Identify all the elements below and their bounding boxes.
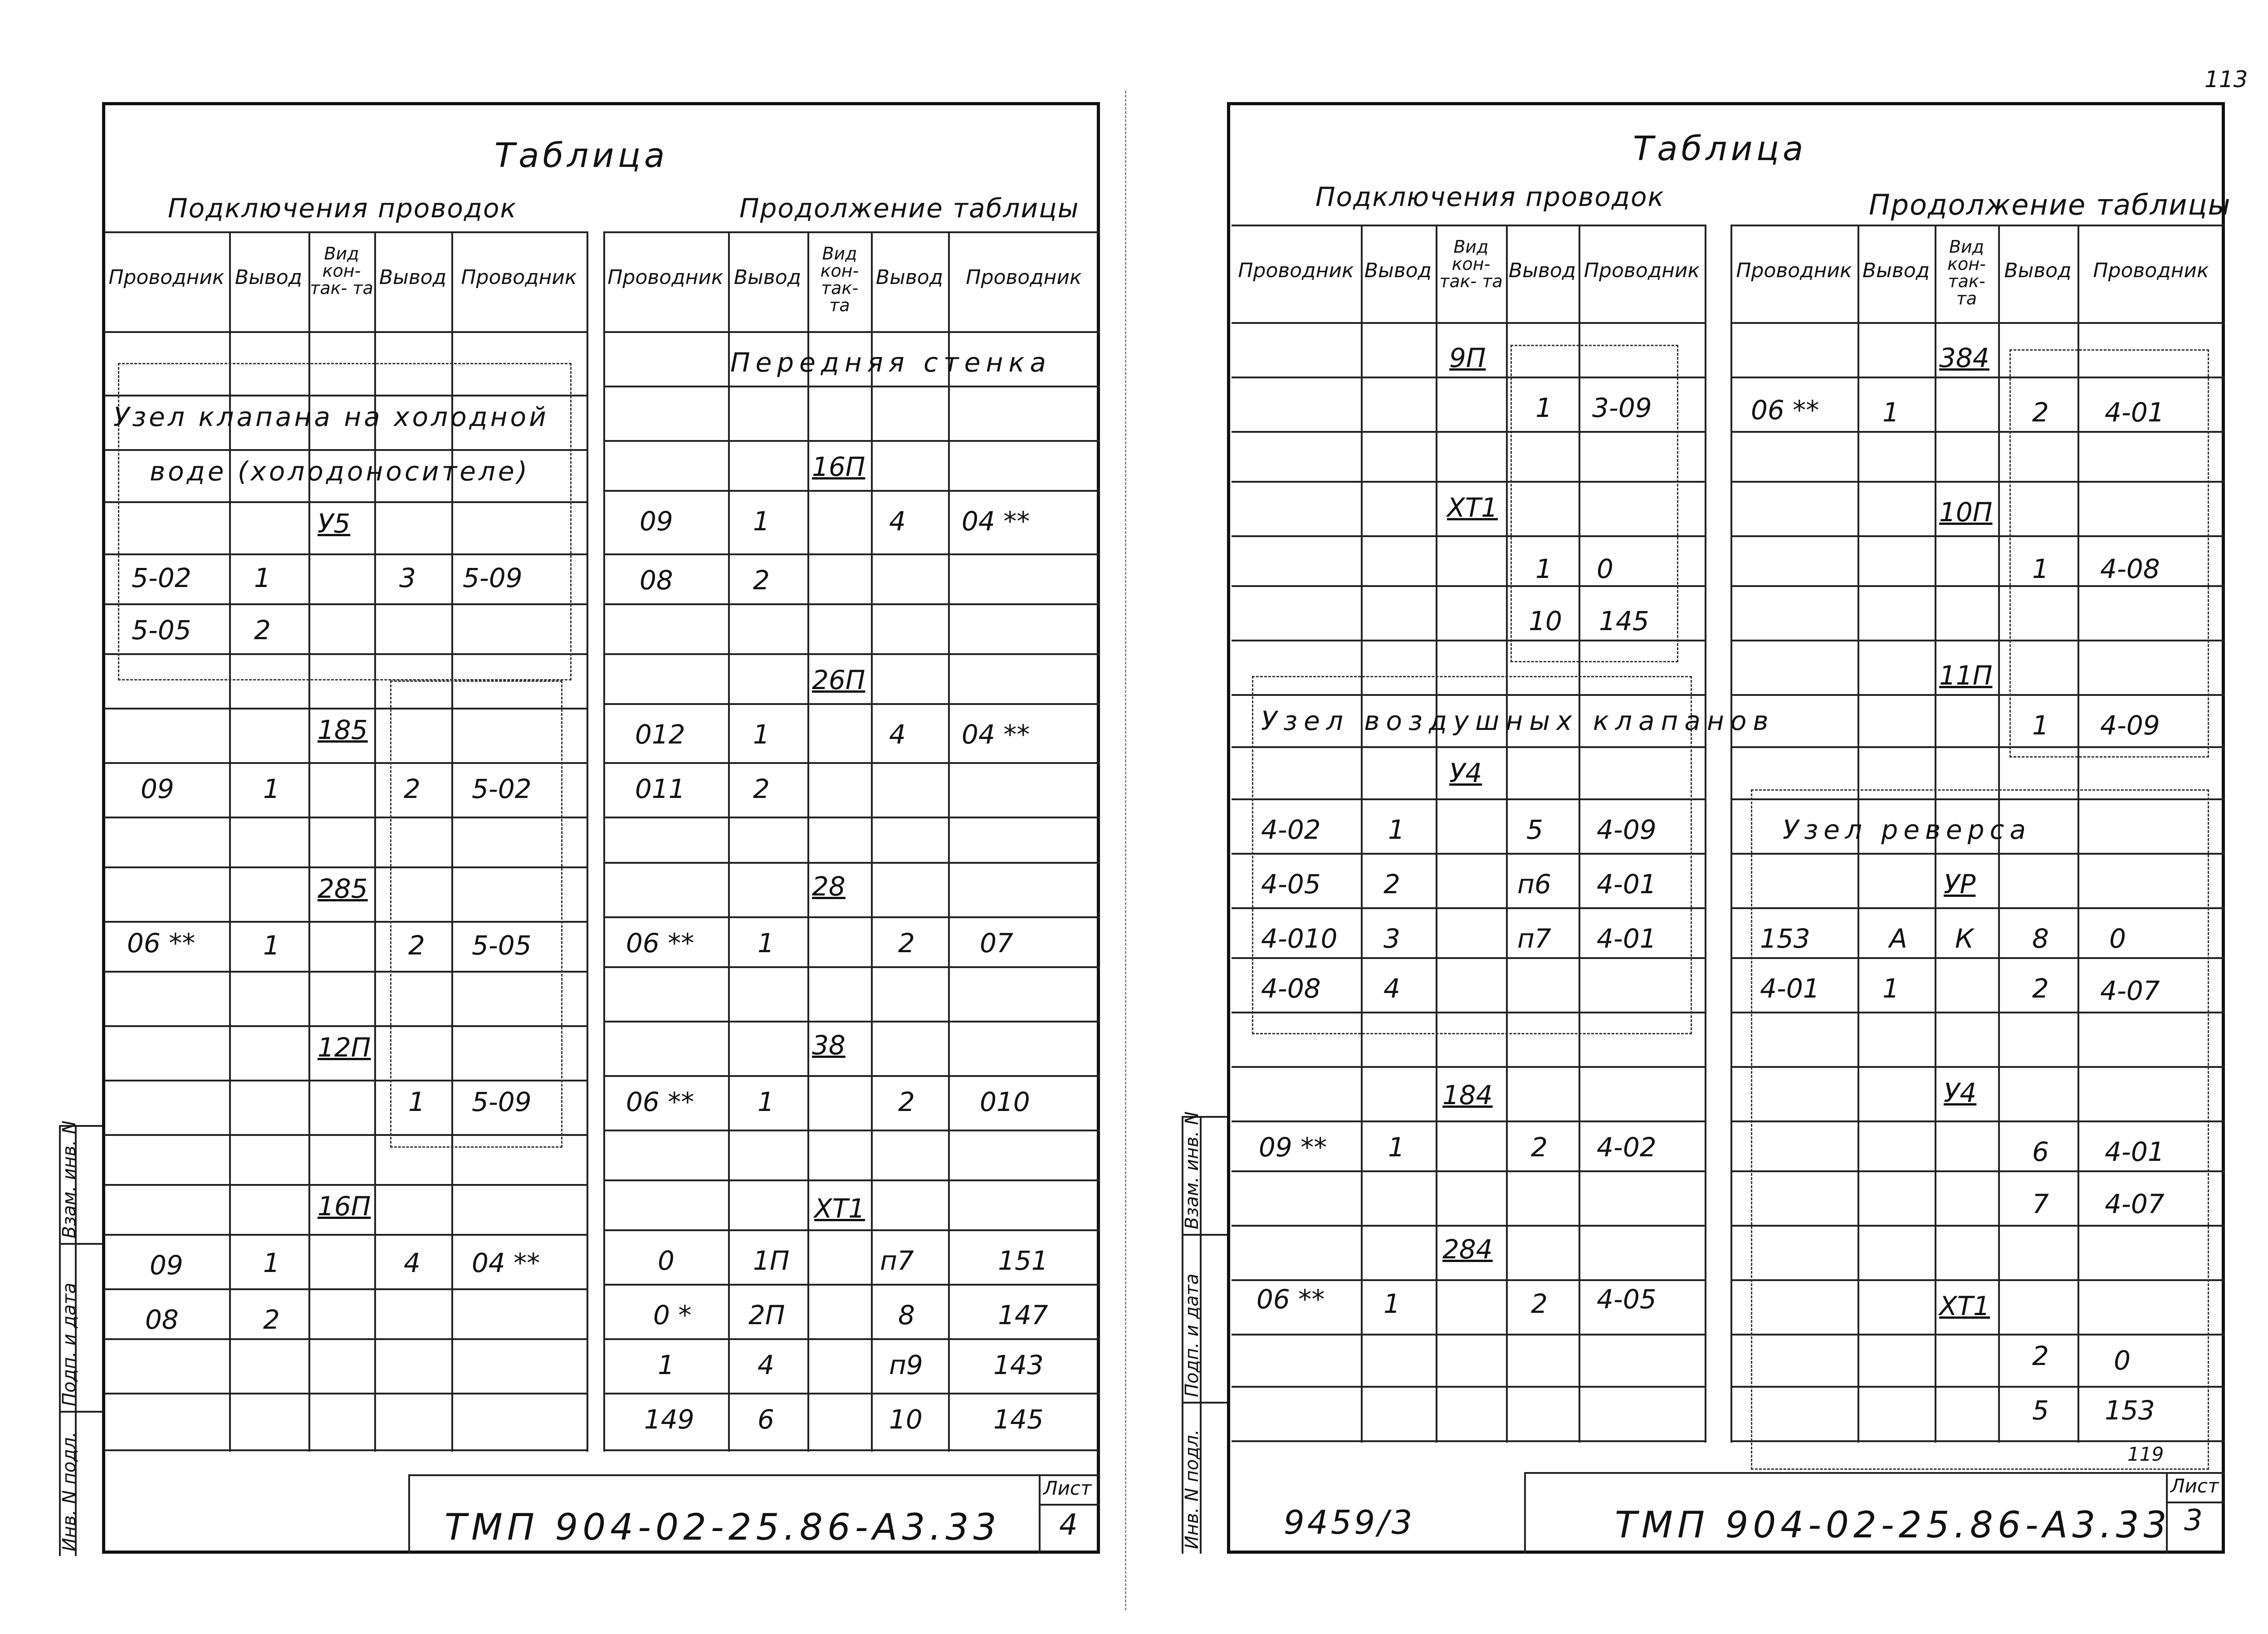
side-label: Взам. инв. N xyxy=(1182,1111,1202,1229)
table-cell: 1 xyxy=(408,1086,425,1117)
right-title: Таблица xyxy=(1633,129,1807,168)
table-cell: 4-05 xyxy=(1261,869,1321,900)
side-label: Инв. N подл. xyxy=(1182,1429,1202,1549)
table-cell: 5 xyxy=(1526,814,1543,845)
table-cell: 2 xyxy=(408,930,425,961)
col-header: Проводник xyxy=(1238,259,1354,282)
page-mark: 119 xyxy=(2127,1443,2164,1465)
table-cell: 4-01 xyxy=(1760,973,1820,1004)
table-cell: 5-02 xyxy=(132,563,191,593)
col-header: Проводник xyxy=(1584,259,1700,282)
table-cell: 04 ** xyxy=(472,1248,540,1278)
table-cell: 1П xyxy=(753,1245,790,1276)
table-cell: 12П xyxy=(318,1032,371,1063)
table-cell: 2 xyxy=(1531,1132,1548,1163)
col-header: Проводник xyxy=(108,266,225,289)
sheet-number: 4 xyxy=(1059,1508,1078,1542)
table-cell: 2 xyxy=(1531,1288,1548,1319)
table-cell: 4 xyxy=(889,719,906,750)
table-cell: 2 xyxy=(753,773,770,804)
table-cell: 4-08 xyxy=(1261,973,1321,1004)
table-cell: 153 xyxy=(2105,1395,2155,1426)
table-cell: 0 * xyxy=(653,1300,692,1331)
table-cell: 4-01 xyxy=(2105,397,2165,428)
table-cell: 8 xyxy=(2032,923,2049,954)
table-cell: 8 xyxy=(898,1300,915,1331)
side-label: Взам. инв. N xyxy=(59,1120,80,1238)
table-cell: 5-09 xyxy=(472,1086,532,1117)
col-header: Вид кон- так- та xyxy=(1947,237,1986,308)
col-header: Вывод xyxy=(1862,259,1930,282)
sheet-label: Лист xyxy=(1043,1477,1092,1499)
table-cell: 5-05 xyxy=(132,615,191,646)
document-code: ТМП 904-02-25.86-А3.33 xyxy=(1615,1504,2171,1546)
table-cell: 147 xyxy=(998,1300,1048,1331)
table-cell: 6 xyxy=(758,1404,774,1435)
col-header: Проводник xyxy=(966,266,1082,289)
table-cell: 1 xyxy=(758,1086,774,1117)
sheet-label: Лист xyxy=(2170,1475,2219,1497)
table-cell: 012 xyxy=(635,719,685,750)
table-cell: 26П xyxy=(812,665,865,695)
table-cell: УР xyxy=(1944,869,1976,900)
table-cell: ХТ1 xyxy=(1939,1291,1990,1321)
table-cell: 1 xyxy=(658,1350,675,1380)
col-header: Проводник xyxy=(461,266,577,289)
table-cell: п9 xyxy=(889,1350,923,1380)
table-cell: 2 xyxy=(263,1304,280,1335)
corner-mark: 113 xyxy=(2204,66,2248,93)
table-cell: ХТ1 xyxy=(814,1193,865,1224)
side-label: Подп. и дата xyxy=(1182,1273,1202,1397)
table-cell: 08 xyxy=(145,1304,179,1335)
table-cell: 04 ** xyxy=(962,506,1030,537)
table-cell: 1 xyxy=(1383,1288,1400,1319)
table-cell: 08 xyxy=(640,565,673,596)
table-cell: 2П xyxy=(748,1300,785,1331)
table-cell: 0 xyxy=(1597,553,1613,584)
table-cell: 3 xyxy=(399,563,416,593)
table-cell: 3-09 xyxy=(1592,392,1652,423)
table-cell: 1 xyxy=(254,563,271,593)
table-cell: 4-07 xyxy=(2100,975,2160,1006)
col-header: Вывод xyxy=(733,266,802,289)
col-header: Проводник xyxy=(1736,259,1852,282)
table-cell: К xyxy=(1955,923,1974,954)
table-cell: 1 xyxy=(263,773,280,804)
table-cell: 0 xyxy=(2114,1345,2131,1376)
table-cell: 10П xyxy=(1939,497,1993,528)
table-cell: 1 xyxy=(1882,973,1899,1004)
table-cell: 143 xyxy=(993,1350,1044,1380)
table-cell: 1 xyxy=(753,506,770,537)
table-cell: 06 ** xyxy=(626,1086,694,1117)
table-cell: 1 xyxy=(1388,814,1405,845)
table-cell: 4-010 xyxy=(1261,923,1338,954)
table-cell: 09 ** xyxy=(1259,1132,1327,1163)
table-cell: 384 xyxy=(1939,342,1989,373)
table-cell: 4-07 xyxy=(2105,1189,2165,1219)
table-cell: 1 xyxy=(753,719,770,750)
col-header: Вывод xyxy=(235,266,303,289)
table-cell: 7 xyxy=(2032,1189,2049,1219)
table-cell: 09 xyxy=(141,773,174,804)
table-cell: 16П xyxy=(318,1191,371,1222)
table-cell: 285 xyxy=(318,873,368,904)
table-cell: 4-01 xyxy=(2105,1136,2165,1167)
table-cell: 5 xyxy=(2032,1395,2049,1426)
table-cell: 10 xyxy=(1529,606,1562,636)
table-cell: 2 xyxy=(404,773,420,804)
col-header: Вывод xyxy=(875,266,943,289)
table-cell: 6 xyxy=(2032,1136,2049,1167)
table-cell: У4 xyxy=(1944,1077,1977,1108)
table-cell: п7 xyxy=(1517,923,1551,954)
right-subtitle-continued: Продолжение таблицы xyxy=(1869,188,2231,221)
table-cell: 1 xyxy=(2032,553,2049,584)
table-cell: п6 xyxy=(1517,869,1551,900)
table-cell: 06 ** xyxy=(1751,395,1819,426)
table-cell: 4-02 xyxy=(1597,1132,1657,1163)
table-cell: 5-02 xyxy=(472,773,532,804)
table-cell: 185 xyxy=(318,714,368,745)
table-cell: 07 xyxy=(980,928,1013,959)
table-cell: 06 ** xyxy=(127,928,196,959)
table-cell: 06 ** xyxy=(1256,1284,1325,1315)
table-cell: воде (холодоносителе) xyxy=(150,456,530,487)
table-cell: 16П xyxy=(812,451,865,482)
left-title: Таблица xyxy=(494,136,669,175)
table-cell: 4-02 xyxy=(1261,814,1321,845)
table-cell: ХТ1 xyxy=(1447,492,1498,523)
inventory-number: 9459/3 xyxy=(1284,1503,1415,1541)
table-cell: Передняя стенка xyxy=(730,347,1051,378)
left-sheet-frame xyxy=(102,102,1100,1554)
col-header: Проводник xyxy=(2093,259,2209,282)
table-cell: 4 xyxy=(889,506,906,537)
table-cell: 1 xyxy=(1535,553,1552,584)
col-header: Вывод xyxy=(379,266,447,289)
table-cell: 11П xyxy=(1939,660,1993,691)
table-cell: У5 xyxy=(318,508,351,539)
table-cell: 0 xyxy=(2109,923,2126,954)
table-cell: Узел воздушных клапанов xyxy=(1261,705,1775,736)
col-header: Вид кон- так- та xyxy=(1439,237,1503,291)
table-cell: 1 xyxy=(758,928,774,959)
table-cell: 145 xyxy=(1599,606,1649,636)
table-cell: 1 xyxy=(263,1248,280,1278)
table-cell: 1 xyxy=(263,930,280,961)
table-cell: п7 xyxy=(880,1245,914,1276)
table-cell: 4 xyxy=(758,1350,774,1380)
table-cell: 4-09 xyxy=(1597,814,1657,845)
table-cell: Узел клапана на холодной xyxy=(113,401,549,432)
left-subtitle-continued: Продолжение таблицы xyxy=(739,193,1080,224)
table-cell: 4-01 xyxy=(1597,923,1657,954)
table-cell: У4 xyxy=(1449,758,1482,788)
table-cell: 5-09 xyxy=(463,563,523,593)
table-cell: 10 xyxy=(889,1404,923,1435)
table-cell: 4-09 xyxy=(2100,710,2160,741)
table-cell: А xyxy=(1889,923,1907,954)
table-cell: 4-01 xyxy=(1597,869,1657,900)
document-code: ТМП 904-02-25.86-А3.33 xyxy=(445,1506,1001,1548)
right-subtitle: Подключения проводок xyxy=(1315,181,1665,212)
table-cell: 2 xyxy=(898,1086,915,1117)
table-cell: 011 xyxy=(635,773,685,804)
side-label: Инв. N подл. xyxy=(59,1431,80,1551)
table-cell: 2 xyxy=(2032,397,2049,428)
table-cell: 0 xyxy=(658,1245,675,1276)
col-header: Вид кон- так- та xyxy=(310,244,373,298)
table-cell: 3 xyxy=(1383,923,1400,954)
col-header: Вывод xyxy=(2004,259,2072,282)
table-cell: 4 xyxy=(1383,973,1400,1004)
table-cell: 1 xyxy=(1535,392,1552,423)
table-cell: 2 xyxy=(2032,973,2049,1004)
table-cell: 4 xyxy=(404,1248,420,1278)
table-cell: 2 xyxy=(753,565,770,596)
table-cell: 09 xyxy=(150,1250,183,1281)
table-cell: 2 xyxy=(2032,1340,2049,1371)
dashed-group xyxy=(1751,789,2209,1470)
table-cell: 151 xyxy=(998,1245,1048,1276)
table-cell: 04 ** xyxy=(962,719,1030,750)
col-header: Проводник xyxy=(607,266,723,289)
table-cell: 2 xyxy=(1383,869,1400,900)
table-cell: 09 xyxy=(640,506,673,537)
table-cell: 2 xyxy=(254,615,271,646)
table-cell: 06 ** xyxy=(626,928,694,959)
table-cell: 9П xyxy=(1449,342,1486,373)
page-divider xyxy=(1125,91,1126,1610)
col-header: Вывод xyxy=(1364,259,1432,282)
table-cell: 1 xyxy=(1388,1132,1405,1163)
table-cell: 153 xyxy=(1760,923,1810,954)
table-cell: 4-05 xyxy=(1597,1284,1657,1315)
table-cell: 4-08 xyxy=(2100,553,2160,584)
side-label: Подп. и дата xyxy=(59,1282,80,1406)
table-cell: 2 xyxy=(898,928,915,959)
table-cell: 5-05 xyxy=(472,930,532,961)
table-cell: 38 xyxy=(812,1030,846,1061)
table-cell: 145 xyxy=(993,1404,1044,1435)
table-cell: 1 xyxy=(2032,710,2049,741)
table-cell: Узел реверса xyxy=(1783,814,2031,845)
table-cell: 284 xyxy=(1442,1234,1493,1265)
sheet-number: 3 xyxy=(2184,1504,2203,1537)
table-cell: 184 xyxy=(1442,1080,1493,1111)
dashed-group xyxy=(390,680,562,1148)
table-cell: 28 xyxy=(812,871,846,902)
left-subtitle: Подключения проводок xyxy=(168,193,517,224)
table-cell: 010 xyxy=(980,1086,1030,1117)
col-header: Вывод xyxy=(1508,259,1576,282)
table-cell: 1 xyxy=(1882,397,1899,428)
col-header: Вид кон- так- та xyxy=(820,244,859,315)
table-cell: 149 xyxy=(644,1404,694,1435)
